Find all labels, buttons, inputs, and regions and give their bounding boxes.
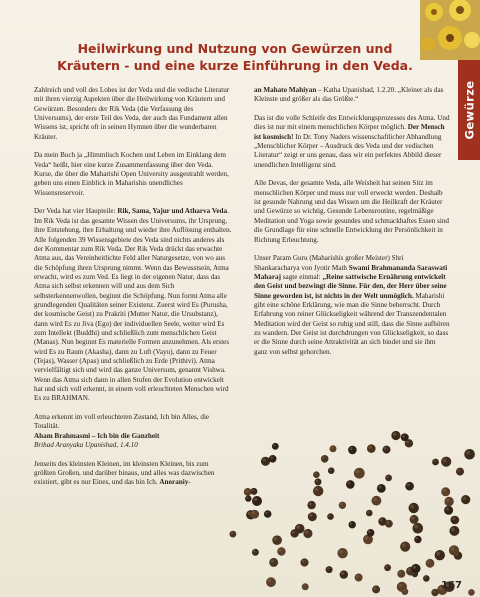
seed-highlight <box>305 531 308 534</box>
seed <box>426 559 435 568</box>
right-column <box>254 86 450 366</box>
seed-highlight <box>348 482 351 485</box>
paragraph <box>34 460 232 488</box>
seed-highlight <box>411 516 414 519</box>
seed-highlight <box>416 537 419 540</box>
seed <box>349 521 356 528</box>
seed <box>252 496 262 506</box>
seed <box>321 455 329 463</box>
seed-highlight <box>452 517 455 520</box>
seed-highlight <box>402 543 406 547</box>
seed <box>410 515 419 524</box>
seed-highlight <box>292 531 295 534</box>
seed-highlight <box>341 572 344 575</box>
seed <box>372 585 380 593</box>
seed-highlight <box>314 473 316 475</box>
bold-text: Anoraniy- <box>159 478 191 487</box>
seed <box>449 526 459 536</box>
seed <box>266 577 276 587</box>
seed <box>245 495 251 501</box>
seed-highlight <box>274 537 277 540</box>
seed-highlight <box>374 587 377 590</box>
seed-highlight <box>279 549 282 552</box>
page-number: 167 <box>441 580 462 591</box>
seed <box>250 488 257 495</box>
seed <box>384 564 391 571</box>
seed <box>366 510 373 517</box>
seed-highlight <box>328 515 330 517</box>
seed-highlight <box>384 447 387 450</box>
seed-highlight <box>406 441 409 444</box>
seed-highlight <box>252 489 254 491</box>
seed-highlight <box>403 589 405 591</box>
text-run: . Im Rik Veda ist das gesamte Wissen des Universums, ihr Ursprung, ihre Entstehung, ihre Erhaltung und wieder ihre Auflösung enthalten. Alle folgenden 39 Wissensgebiete des Veda sind nichts anderes als der Kommentar zum Rik Veda. Der Rik Veda drückt das erwachte Atma aus, das Vereinheitlichte Feld aller Naturgesetze, von wo aus die Schöpfung ihren Ursprung nimmt. Wenn das Bewusstsein, Atma erwacht, wird es zum Ved. Es liegt in der eigenen Natur, dass das Atma sich selbst erkennen will und aus dem Sich selbsterkennenwollen, beginnt die Schöpfung. Nun formt Atma alle grundlegenden Qualitäten seiner Existenz. Zuerst wird Es (Purusha, der kosmische Geist) zu Prakriti (Mutter Natur, die Ursubstanz), dann wird Es zu Jiva (Ego) der individuellen Seele, weiter wird Es zum Intellekt (Buddhi) und schließlich zum menschlichen Geist (Manas). Nun beginnt Es materielle Formen anzunehmen. Als erstes wird Es zu Raum (Akasha), dann zu Luft (Vayu), dann zu Feuer (Tejas), Wasser (Apas) und schließlich zu Erde (Prithivi). Atma vervielfältigt sich und wird das ganze Universum, genannt Vishwa. Wenn das Atma sich dann in allen Stufen der Evolution entwickelt hat und sich voll erkennt, in einem voll erleuchteten Menschen wird Es zu BRAHMAN. <box>34 207 232 403</box>
seed <box>290 529 298 537</box>
seed <box>456 468 464 476</box>
seed-highlight <box>245 490 248 493</box>
seed-highlight <box>253 550 255 552</box>
seed-highlight <box>386 521 389 524</box>
seed-highlight <box>413 566 416 569</box>
paragraph <box>254 86 450 105</box>
seed <box>444 497 453 506</box>
seed-highlight <box>252 511 255 514</box>
seed <box>402 588 409 595</box>
seed <box>340 570 348 578</box>
seed-highlight <box>231 532 233 534</box>
seed <box>372 496 382 506</box>
quote-source: Brihad Aranyaka Upanishad, 1.4.10 <box>34 441 138 450</box>
seed <box>230 531 237 538</box>
seed <box>252 549 259 556</box>
seed-highlight <box>446 507 449 510</box>
paragraph: Zahlreich und voll des Lobes ist der Veda und die vedische Literatur mit ihren vierzig Aspekten über die Heilwirkung von Kräutern und Gewürzen. Besonders der Rik Veda (die Verfassung des Universums), der erste Teil des Veda, der auch das Fundament allen Wissens ist, spricht oft in seinen Hymnen über die wunderbaren Kräuter. <box>34 86 230 141</box>
seed <box>326 566 333 573</box>
seed-highlight <box>424 576 426 578</box>
seed <box>300 558 308 566</box>
seed-highlight <box>385 566 387 568</box>
seed-highlight <box>386 476 388 478</box>
seed <box>441 457 451 467</box>
seed <box>385 475 392 482</box>
seed <box>327 513 334 520</box>
text-run: Das ist die volle Schleife des Entwicklungsprozesses des Atma. Und dies ist nur mit einem menschlichen Körper möglich. <box>254 114 450 132</box>
seed-highlight <box>263 458 266 461</box>
seed-highlight <box>273 444 275 446</box>
seed-highlight <box>365 536 368 539</box>
seed-highlight <box>271 559 274 562</box>
seed-highlight <box>378 486 381 489</box>
seed-highlight <box>268 579 271 582</box>
paragraph: Alle Devas, der gesamte Veda, alle Weisheit hat seinen Sitz im menschlichen Körper und muss nur voll erweckt werden. Deshalb ist gesunde Nahrung und das Wissen um die Heilkraft der Kräuter und Gewürze so wichtig. Gesunde Lebensroutine, regelmäßige Meditation und Yoga sowie gesundes und schmackhaftes Essen sind die Grundlage für eine schnelle Entwicklung der Persönlichkeit in Richtung Erleuchtung. <box>254 179 449 244</box>
seed-highlight <box>315 488 319 492</box>
seed-highlight <box>443 458 447 462</box>
bold-text: Rik, Sama, Yajur und Atharva Veda <box>117 207 228 216</box>
seed-highlight <box>297 526 300 529</box>
left-column <box>34 86 232 497</box>
seed <box>277 547 285 555</box>
seed <box>411 564 420 573</box>
seed-highlight <box>380 519 383 522</box>
seed <box>409 503 419 513</box>
seed-highlight <box>367 511 369 513</box>
seed <box>302 583 309 590</box>
seed <box>397 570 405 578</box>
seed-highlight <box>340 503 343 506</box>
bold-text: Swami Brahmananda Saraswati Maharaj <box>254 263 448 281</box>
seed-highlight <box>246 497 248 499</box>
seed <box>250 510 259 519</box>
text-run: In Dr. Tony Naders wissenschaftlicher Abhandlung „Menschlicher Körper – Ausdruck des Veda und der vedischen Literatur“ zeigt er uns genau, dass wir ein perfektes Abbild dieser unendlichen Intelligenz sind. <box>254 132 442 169</box>
seed <box>435 550 445 560</box>
seed-highlight <box>457 469 460 472</box>
text-run: Atma erkennt im voll erleuchteten Zustand, Ich bin Alles, die Totalität. <box>34 413 210 431</box>
seed-highlight <box>327 567 329 569</box>
text-run: Unser Param Guru (Maharishis großer Meister) Shri Shankaracharya von Jyotir Math <box>254 254 404 272</box>
seed-highlight <box>309 514 312 517</box>
seed <box>367 529 375 537</box>
seed-highlight <box>408 568 411 571</box>
spice-seeds-image <box>222 420 480 597</box>
seed-highlight <box>463 497 466 500</box>
seed <box>432 459 439 466</box>
seed-highlight <box>350 447 353 450</box>
seed-highlight <box>302 560 305 563</box>
text-run: Jenseits des kleinsten Kleinen, im kleinsten Kleinen, bis zum größten Großen, und darüber hinaus, und alles was dazwischen existiert, gibt es nur Eines, und das bin Ich. <box>34 459 215 487</box>
seed <box>367 444 376 453</box>
seed-highlight <box>316 480 318 482</box>
seed <box>391 431 400 440</box>
quote: Aham Brahmasmi – Ich bin die Ganzheit <box>34 431 160 440</box>
seed-highlight <box>446 498 449 501</box>
seed-highlight <box>368 530 371 533</box>
paragraph: Da mein Buch ja „Himmlisch Kochen und Leben im Einklang dem Veda“ heißt, hier eine kurze Zusammenfassung über den Veda. Kurse, die über die Maharishi Open University ausgestrahlt werden, geben uns einen Einblick in Maharishis unendliches Wissensreservoir. <box>34 151 229 197</box>
seed-highlight <box>433 590 436 593</box>
bold-text: „Reine sattwische Ernährung entwickelt den Geist und bezwingt die Sinne. Für den, der Herr über seine Sinne geworden ist, ist nichts in der Welt unmöglich. <box>254 272 447 300</box>
seed <box>272 443 279 450</box>
text-run: Der Veda hat vier Haupteile: <box>34 207 118 216</box>
seed-highlight <box>329 469 331 471</box>
seed-highlight <box>437 552 441 556</box>
seed <box>328 467 335 474</box>
seed <box>451 516 460 525</box>
title-line-1: Heilwirkung und Nutzung von Gewürzen und <box>77 41 393 56</box>
seed-highlight <box>469 590 471 592</box>
text-run: – Katha Upanishad, 1.2.20. „Kleiner als das Kleinste und größer als das Größte.“ <box>254 86 444 104</box>
paragraph <box>34 207 232 403</box>
seed-highlight <box>322 456 325 459</box>
seed-highlight <box>309 502 312 505</box>
seed <box>307 501 315 509</box>
seed <box>413 523 424 534</box>
paragraph <box>34 413 232 450</box>
seed-highlight <box>350 522 353 525</box>
bold-text: an Mahato Mahiyan <box>254 86 317 94</box>
bold-text: Der Mensch ist kosmisch! <box>254 123 445 141</box>
text-run: Maharishi gibt eine schöne Erklärung, wie man die Sinne beherrscht. Durch Erfahrung von reiner Glückseligkeit während der Transzendentalen Meditation wird der Geist so ruhig und still, dass die Sinne aufhören zu wandern. Der Geist ist durchdrungen von Glückseligkeit, so dass er die Sinne durch seine Attraktivität an sich bindet und sie ihm ganz von selbst gehorchen. <box>254 291 450 356</box>
seed <box>449 545 459 555</box>
seed <box>464 449 475 460</box>
text-run: sagte einmal: <box>280 272 323 281</box>
seed <box>269 455 277 463</box>
seed-highlight <box>451 528 455 532</box>
section-tab <box>458 60 480 160</box>
seed-highlight <box>410 505 414 509</box>
seed-highlight <box>399 571 402 574</box>
seed-highlight <box>451 547 455 551</box>
seed-highlight <box>399 584 403 588</box>
seed-highlight <box>265 512 268 515</box>
seed-highlight <box>303 585 305 587</box>
seed-highlight <box>339 550 343 554</box>
seed-highlight <box>373 498 376 501</box>
seed-highlight <box>466 451 470 455</box>
seed <box>313 471 320 478</box>
seed <box>441 487 450 496</box>
seed-highlight <box>443 489 446 492</box>
seed <box>269 558 278 567</box>
seed <box>244 488 252 496</box>
seed <box>431 589 438 596</box>
paragraph <box>254 114 450 170</box>
seed <box>315 478 322 485</box>
seed-highlight <box>427 561 430 564</box>
seed-highlight <box>270 456 273 459</box>
page-title <box>40 40 430 74</box>
seed <box>264 510 272 518</box>
seed <box>444 506 453 515</box>
section-tab-label: Gewürze <box>462 80 477 140</box>
seed-highlight <box>369 446 372 449</box>
seed <box>383 446 391 454</box>
seed-highlight <box>433 460 435 462</box>
seed <box>330 445 337 452</box>
seed <box>461 495 470 504</box>
seed <box>308 512 317 521</box>
seed <box>261 457 270 466</box>
seed-highlight <box>414 525 418 529</box>
seed <box>348 446 357 455</box>
seed-highlight <box>254 498 257 501</box>
seed-highlight <box>393 433 396 436</box>
seed <box>377 484 386 493</box>
seed <box>303 529 312 538</box>
seed <box>354 468 365 479</box>
seed <box>423 575 430 582</box>
seed <box>405 482 414 491</box>
title-line-2: Kräutern - und eine kurze Einführung in den Veda. <box>57 58 413 73</box>
seed <box>339 502 346 509</box>
seed-highlight <box>402 435 405 438</box>
seed <box>355 574 363 582</box>
seed-highlight <box>407 483 410 486</box>
seed <box>400 542 410 552</box>
seed <box>337 548 347 558</box>
seed-highlight <box>356 575 359 578</box>
seed <box>346 480 355 489</box>
seed-highlight <box>356 470 360 474</box>
seed <box>378 517 386 525</box>
paragraph <box>254 254 450 357</box>
seed <box>468 589 475 596</box>
seed-highlight <box>331 447 333 449</box>
seed <box>414 536 421 543</box>
seed <box>313 486 323 496</box>
seed <box>272 535 282 545</box>
seed <box>401 433 409 441</box>
